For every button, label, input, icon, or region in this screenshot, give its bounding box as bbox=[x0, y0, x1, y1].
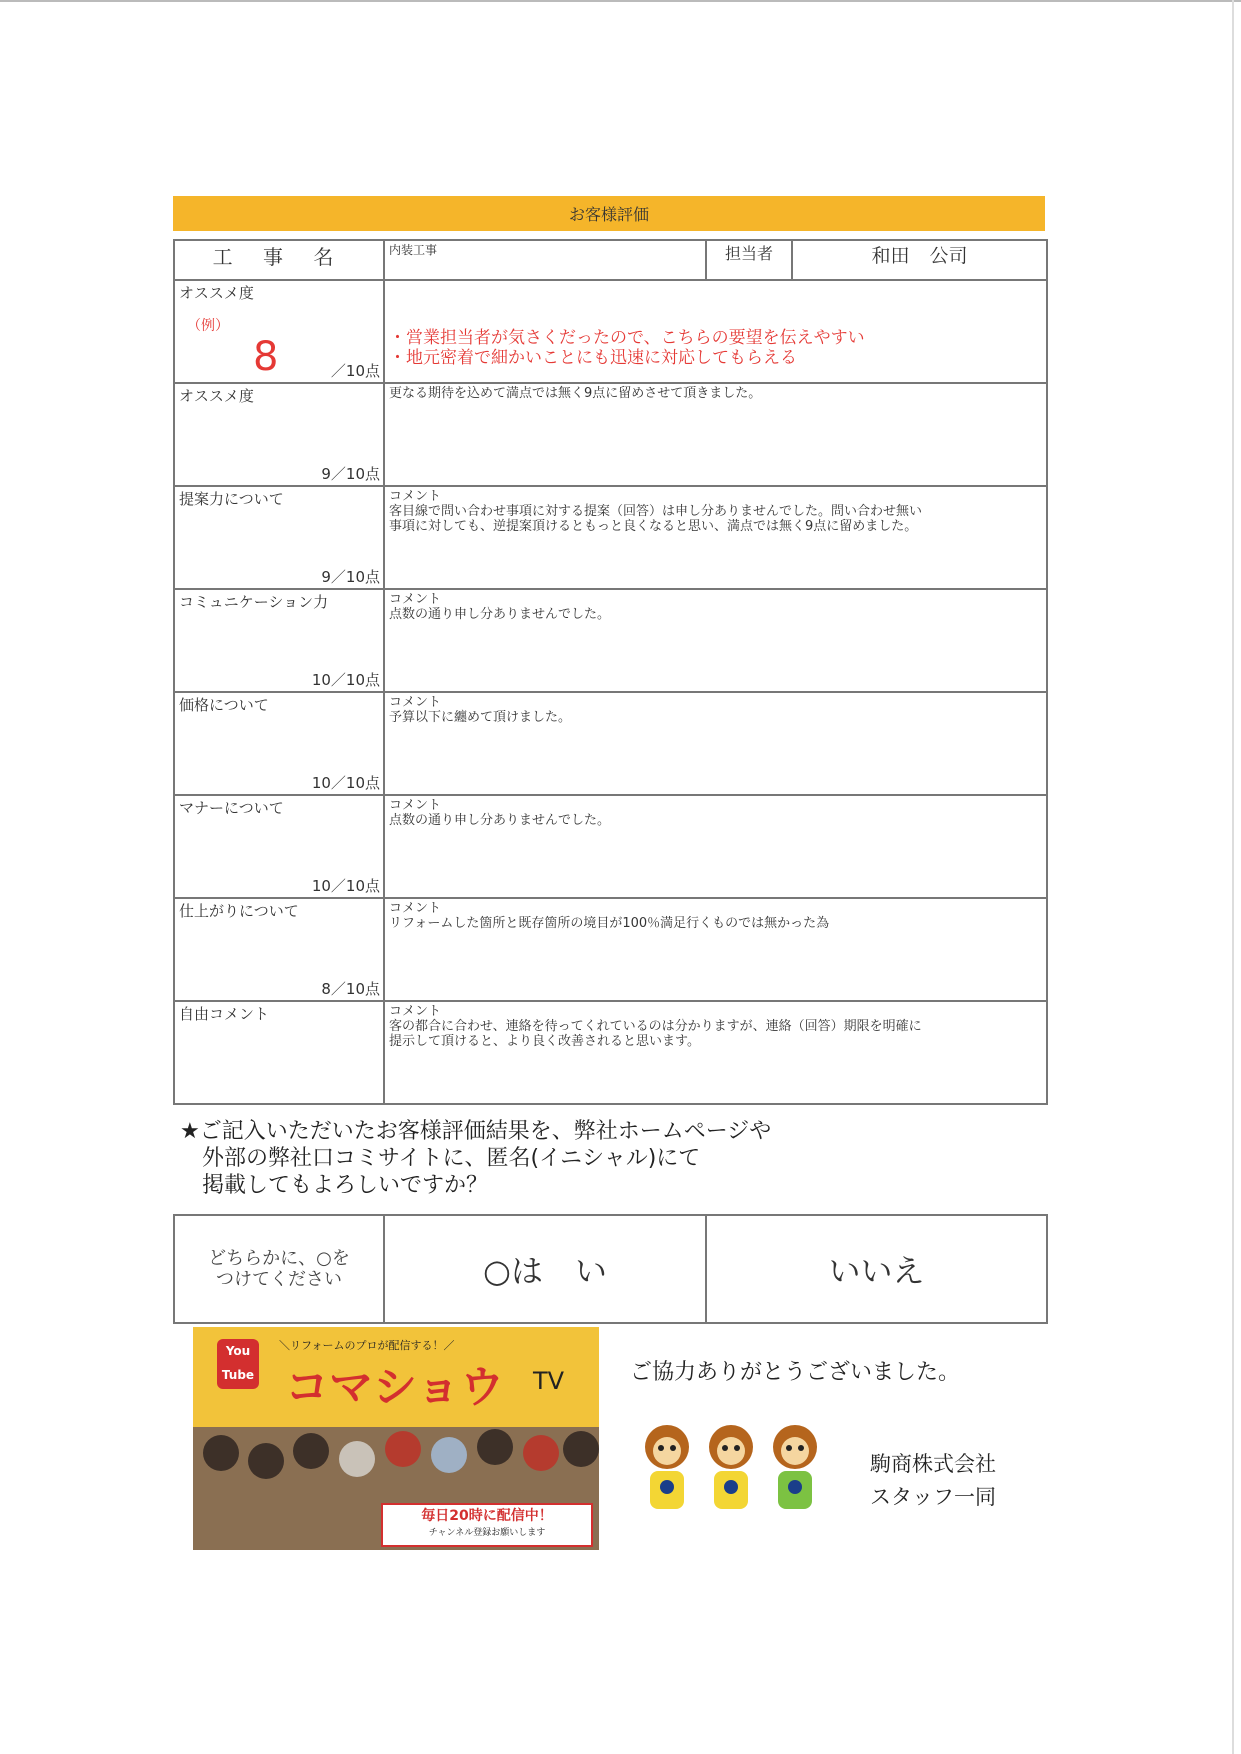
choice-instruction: どちらかに、○を つけてください bbox=[174, 1215, 384, 1323]
example-comment-line: ・営業担当者が気さくだったので、こちらの要望を伝えやすい bbox=[389, 328, 865, 348]
row-label: 価格について bbox=[179, 696, 269, 714]
work-name-label: 工 事 名 bbox=[174, 240, 384, 280]
example-denominator: ／10点 bbox=[330, 362, 380, 380]
monkey-mascot-icon bbox=[764, 1421, 826, 1513]
choice-no[interactable]: いいえ bbox=[706, 1215, 1047, 1323]
consent-choice-table bbox=[173, 1214, 1048, 1324]
example-comment bbox=[389, 328, 1042, 368]
row-comment: コメント 客目線で問い合わせ事項に対する提案（回答）は申し分ありませんでした。問い合わせ無い 事項に対しても、逆提案頂けるともっと良くなると思い、満点では無く9点に留めました。 bbox=[384, 486, 1047, 589]
eval-row-price bbox=[174, 692, 1047, 795]
row-comment: コメント 点数の通り申し分ありませんでした。 bbox=[384, 589, 1047, 692]
example-row bbox=[174, 280, 1047, 383]
staff-name: 和田 公司 bbox=[792, 240, 1047, 280]
row-score: 9／10点 bbox=[321, 465, 380, 483]
person-silhouette bbox=[248, 1443, 284, 1479]
eval-row-free-comment bbox=[174, 1001, 1047, 1104]
person-silhouette bbox=[563, 1431, 599, 1467]
eval-row-communication bbox=[174, 589, 1047, 692]
person-silhouette bbox=[385, 1431, 421, 1467]
banner-title: お客様評価 bbox=[568, 205, 649, 224]
monkey-mascot-icon bbox=[636, 1421, 698, 1513]
person-silhouette bbox=[203, 1435, 239, 1471]
company-signature bbox=[870, 1448, 996, 1514]
right-border bbox=[1232, 0, 1234, 1754]
row-label: マナーについて bbox=[179, 799, 284, 817]
row-comment: 更なる期待を込めて満点では無く9点に留めさせて頂きました。 bbox=[384, 383, 1047, 486]
row-score: 8／10点 bbox=[321, 980, 380, 998]
staff-label: 担当者 bbox=[706, 240, 792, 280]
thanks-message: ご協力ありがとうございました。 bbox=[630, 1360, 961, 1385]
person-silhouette bbox=[523, 1435, 559, 1471]
youtube-promo-image bbox=[193, 1327, 599, 1550]
row-comment: コメント 予算以下に纏めて頂けました。 bbox=[384, 692, 1047, 795]
eval-row-finish bbox=[174, 898, 1047, 1001]
header-row bbox=[174, 240, 1047, 280]
section-banner bbox=[173, 196, 1045, 231]
person-silhouette bbox=[431, 1437, 467, 1473]
row-label: 自由コメント bbox=[179, 1005, 270, 1023]
eval-row-manners bbox=[174, 795, 1047, 898]
monkey-mascot-icon bbox=[700, 1421, 762, 1513]
promo-tv: TV bbox=[533, 1367, 565, 1395]
row-label: 仕上がりについて bbox=[179, 902, 299, 920]
example-label: オススメ度 bbox=[179, 284, 254, 302]
choice-yes[interactable]: ○は い bbox=[384, 1215, 706, 1323]
company-staff: スタッフ一同 bbox=[870, 1485, 996, 1509]
promo-tagline: ＼リフォームのプロが配信する！／ bbox=[279, 1339, 455, 1352]
example-score: 8 bbox=[253, 334, 279, 380]
eval-row-proposal bbox=[174, 486, 1047, 589]
row-comment: コメント リフォームした箇所と既存箇所の境目が100％満足行くものでは無かった為 bbox=[384, 898, 1047, 1001]
promo-banner: 毎日20時に配信中！ チャンネル登録お願いします bbox=[381, 1503, 593, 1547]
work-name-value: 内装工事 bbox=[384, 240, 706, 280]
question-line: 掲載してもよろしいですか？ bbox=[202, 1173, 489, 1198]
top-border bbox=[0, 0, 1241, 2]
row-comment: コメント 客の都合に合わせ、連絡を待ってくれているのは分かりますが、連絡（回答）期限を明確に 提示して頂けると、より良く改善されると思います。 bbox=[384, 1001, 1047, 1104]
row-comment: コメント 点数の通り申し分ありませんでした。 bbox=[384, 795, 1047, 898]
person-silhouette bbox=[477, 1429, 513, 1465]
row-score: 10／10点 bbox=[311, 877, 380, 895]
question-line: ★ご記入いただいたお客様評価結果を、弊社ホームページや bbox=[180, 1119, 772, 1144]
evaluation-table bbox=[173, 239, 1048, 1105]
publication-question bbox=[180, 1118, 771, 1199]
promo-title: コマショウ bbox=[285, 1362, 505, 1413]
row-score: 9／10点 bbox=[321, 568, 380, 586]
eval-row-recommend bbox=[174, 383, 1047, 486]
person-silhouette bbox=[293, 1433, 329, 1469]
row-label: コミュニケーション力 bbox=[179, 593, 329, 611]
row-label: 提案力について bbox=[179, 490, 284, 508]
example-comment-line: ・地元密着で細かいことにも迅速に対応してもらえる bbox=[389, 348, 797, 368]
youtube-logo: You Tube bbox=[217, 1339, 259, 1389]
row-score: 10／10点 bbox=[311, 774, 380, 792]
row-score: 10／10点 bbox=[311, 671, 380, 689]
person-silhouette bbox=[339, 1441, 375, 1477]
question-line: 外部の弊社口コミサイトに、匿名(イニシャル)にて bbox=[202, 1146, 701, 1171]
example-marker: （例） bbox=[187, 318, 229, 334]
row-label: オススメ度 bbox=[179, 387, 254, 405]
company-name: 駒商株式会社 bbox=[870, 1452, 996, 1476]
